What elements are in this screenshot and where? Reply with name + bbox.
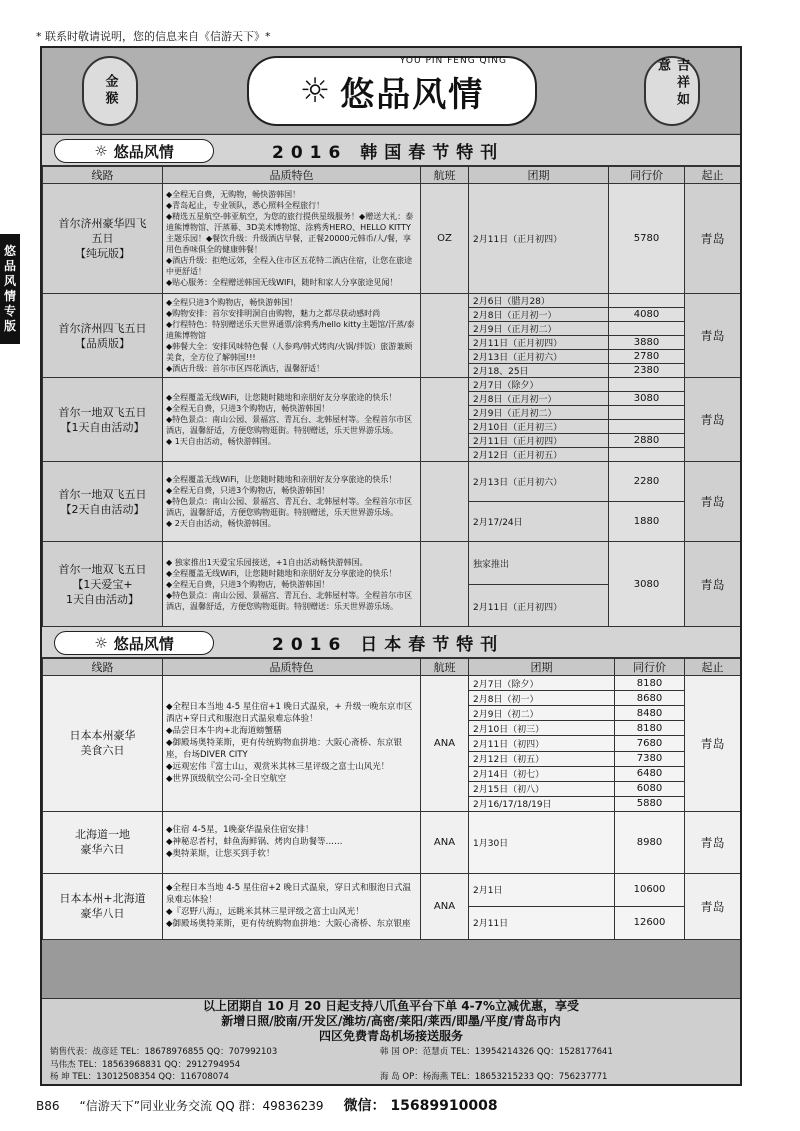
table-row — [43, 294, 741, 308]
route-name: 首尔济州四飞五日 【品质版】 — [43, 294, 163, 378]
trade-price: 2880 — [609, 434, 685, 448]
tour-date: 1月30日 — [469, 811, 615, 873]
deco-right: 吉祥如意 — [644, 56, 700, 126]
bottom-bar — [36, 1095, 498, 1115]
trade-price: 6080 — [615, 781, 685, 796]
column-header: 线路 — [43, 659, 163, 676]
route-name: 日本本州豪华 美食六日 — [43, 676, 163, 812]
trade-price: 5880 — [615, 796, 685, 811]
trade-price — [609, 294, 685, 308]
table-row — [43, 378, 741, 392]
flight-code — [421, 294, 469, 378]
tour-date: 独家推出 — [469, 542, 609, 585]
route-name: 北海道一地 豪华六日 — [43, 811, 163, 873]
tour-date: 2月16/17/18/19日 — [469, 796, 615, 811]
contact-left: 杨 坤 TEL：13012508354 QQ：116708074 — [50, 1072, 229, 1082]
tour-date: 2月11日（正月初四） — [469, 184, 609, 294]
tour-date: 2月9日（初二） — [469, 706, 615, 721]
side-tab — [0, 234, 20, 344]
japan-title: 2016 日本春节特刊 — [272, 634, 505, 655]
column-header: 团期 — [469, 167, 609, 184]
trade-price: 1880 — [609, 502, 685, 542]
japan-table — [42, 658, 741, 940]
korea-section — [42, 134, 740, 628]
promo-line-1: 以上团期自 10 月 20 日起支持八爪鱼平台下单 4-7%立减优惠，享受 — [203, 999, 579, 1013]
column-header: 品质特色 — [163, 659, 421, 676]
side-tab-char: 情 — [3, 289, 16, 303]
side-tab-char: 品 — [3, 259, 16, 273]
page-number: B86 — [36, 1099, 60, 1113]
tour-date: 2月14日（初七） — [469, 766, 615, 781]
side-tab-char: 版 — [3, 319, 16, 333]
trade-price — [609, 378, 685, 392]
route-name: 首尔一地双飞五日 【1天爱宝+ 1天自由活动】 — [43, 542, 163, 628]
header — [42, 48, 740, 133]
route-features: ◆住宿 4-5星，1晚豪华温泉住宿安排！ ◆神秘忍者村，蚌鱼海鲜锅、烤肉自助餐等…… ◆奥特莱斯，让您买到手软！ — [163, 811, 421, 873]
trade-price — [609, 420, 685, 434]
promo-line-3: 四区免费青岛机场接送服务 — [318, 1029, 463, 1043]
trade-price: 2780 — [609, 350, 685, 364]
route-name: 首尔济州豪华四飞 五日 【纯玩版】 — [43, 184, 163, 294]
trade-price: 8480 — [615, 706, 685, 721]
korea-table — [42, 166, 741, 628]
trade-price: 3880 — [609, 336, 685, 350]
trade-price — [609, 322, 685, 336]
wechat: 微信： 15689910008 — [343, 1098, 498, 1114]
logo-en: YOU PIN FENG QING — [399, 56, 507, 66]
tour-date: 2月10日（正月初三） — [469, 420, 609, 434]
column-header: 航班 — [421, 659, 469, 676]
tour-date: 2月13日（正月初六） — [469, 350, 609, 364]
column-header: 团期 — [469, 659, 615, 676]
trade-price: 2380 — [609, 364, 685, 378]
banner-logo-text: 悠品风情 — [113, 142, 174, 161]
korea-title: 2016 韩国春节特刊 — [272, 142, 505, 163]
departure-city: 青岛 — [685, 294, 741, 378]
departure-city: 青岛 — [685, 811, 741, 873]
tour-date: 2月11日 — [469, 906, 615, 939]
japan-banner — [42, 626, 740, 658]
contact-row — [50, 1046, 732, 1059]
flight-code — [421, 542, 469, 628]
contact-right: 海 岛 OP：杨海燕 TEL：18653215233 QQ：756237771 — [380, 1072, 608, 1082]
contact-right — [380, 1084, 613, 1087]
flight-code: OZ — [421, 184, 469, 294]
flight-code — [421, 462, 469, 542]
trade-price: 3080 — [609, 392, 685, 406]
route-features: ◆全程无自费，无购物，畅快游韩国！ ◆青岛起止，专业领队，悉心照料全程旅行！ ◆精选五星航空-韩亚航空，为您的旅行提供星级服务！◆赠送大礼：泰迪熊博物馆、汗蒸幕、3D美术博物馆、涂鸦秀HERO、HELLO KITTY主题乐园！◆餐饮升级：升级酒店早餐，正餐20000元韩币/人/餐，享用色香味俱全的健康韩餐！ ◆酒店升级：拒绝远郊，全程入住市区五花特二酒店住宿，让您在旅途中更舒适！ ◆贴心服务：全程赠送韩国无线WIFI，随时和家人分享旅途见闻！ — [163, 184, 421, 294]
top-note: * 联系时敬请说明，您的信息来自《信游天下》* — [36, 30, 271, 43]
japan-section — [42, 626, 740, 940]
contact-left — [50, 1084, 380, 1087]
departure-city: 青岛 — [685, 542, 741, 628]
tour-date: 2月13日（正月初六） — [469, 462, 609, 502]
flight-code: ANA — [421, 873, 469, 939]
tour-date: 2月8日（正月初一） — [469, 392, 609, 406]
trade-price: 3080 — [609, 542, 685, 628]
side-tab-char: 风 — [3, 274, 16, 288]
table-row — [43, 184, 741, 294]
route-features: ◆全程日本当地 4-5 星住宿+2 晚日式温泉，穿日式和服泡日式温泉难忘体验！ ◆『忍野八海』，远眺米其林三星评级之富士山风光！ ◆御殿场奥特莱斯，更有传统购物血拼地：大阪心斋桥、东京银座 — [163, 873, 421, 939]
table-row — [43, 811, 741, 873]
tour-date: 2月8日（正月初一） — [469, 308, 609, 322]
departure-city: 青岛 — [685, 462, 741, 542]
table-row — [43, 542, 741, 585]
route-features: ◆全程日本当地 4-5 星住宿+1 晚日式温泉，+ 升级一晚东京市区酒店+穿日式和服泡日式温泉难忘体验！ ◆品尝日本牛肉+北海道螃蟹膳 ◆御殿场奥特莱斯，更有传统购物血拼地：大阪心斋桥、东京银座，台场DIVER CITY ◆远观宏伟『富士山』，观赏米其林三星评级之富士山风光！ ◆世界顶级航空公司-全日空航空 — [163, 676, 421, 812]
deco-left: 金猴 — [82, 56, 138, 126]
tour-date: 2月15日（初八） — [469, 781, 615, 796]
tour-date: 2月11日（正月初四） — [469, 336, 609, 350]
route-features: ◆全程覆盖无线WiFi，让您随时随地和亲朋好友分享旅途的快乐！ ◆全程无自费，只进3个购物店，畅快游韩国！ ◆特色景点：南山公园、景福宫、青瓦台、北韩屋村等。全程首尔市区酒店，温馨舒适，方便您购物逛街。特别赠送，乐天世界游乐场。 ◆ 2天自由活动，畅快游韩国。 — [163, 462, 421, 542]
table-row — [43, 676, 741, 691]
departure-city: 青岛 — [685, 676, 741, 812]
trade-price: 2280 — [609, 462, 685, 502]
trade-price: 8180 — [615, 676, 685, 691]
banner-logo — [54, 139, 214, 163]
departure-city: 青岛 — [685, 184, 741, 294]
tour-date: 2月18、25日 — [469, 364, 609, 378]
contact-row — [50, 1084, 732, 1087]
trade-price: 8180 — [615, 721, 685, 736]
route-name: 首尔一地双飞五日 【1天自由活动】 — [43, 378, 163, 462]
trade-price: 7380 — [615, 751, 685, 766]
column-header: 同行价 — [609, 167, 685, 184]
column-header: 起止 — [685, 659, 741, 676]
flight-code — [421, 378, 469, 462]
departure-city: 青岛 — [685, 873, 741, 939]
contact-list — [42, 1044, 740, 1086]
tour-date: 2月8日（初一） — [469, 691, 615, 706]
tour-date: 2月7日（除夕） — [469, 378, 609, 392]
contact-row — [50, 1059, 732, 1072]
side-tab-char: 悠 — [3, 244, 16, 258]
departure-city: 青岛 — [685, 378, 741, 462]
trade-price — [609, 406, 685, 420]
tour-date: 2月9日（正月初二） — [469, 406, 609, 420]
column-header: 航班 — [421, 167, 469, 184]
tour-date: 2月17/24日 — [469, 502, 609, 542]
contact-left: 销售代表：战彦廷 TEL：18678976855 QQ：707992103 — [50, 1047, 278, 1057]
qq-group: “信游天下”同业业务交流 QQ 群：49836239 — [79, 1099, 324, 1113]
trade-price: 8980 — [615, 811, 685, 873]
column-header: 品质特色 — [163, 167, 421, 184]
trade-price: 12600 — [615, 906, 685, 939]
banner-logo — [54, 631, 214, 655]
side-tab-char: 专 — [3, 304, 16, 318]
tour-date: 2月10日（初三） — [469, 721, 615, 736]
korea-banner — [42, 134, 740, 166]
column-header: 线路 — [43, 167, 163, 184]
tour-date: 2月12日（正月初五） — [469, 448, 609, 462]
table-row — [43, 462, 741, 502]
sun-icon: ☼ — [94, 142, 108, 160]
tour-date: 2月11日（正月初四） — [469, 434, 609, 448]
table-row — [43, 873, 741, 906]
trade-price — [609, 448, 685, 462]
contact-right: 韩 国 OP：范慧贞 TEL：13954214326 QQ：1528177641 — [380, 1047, 613, 1057]
tour-date: 2月12日（初五） — [469, 751, 615, 766]
route-name: 首尔一地双飞五日 【2天自由活动】 — [43, 462, 163, 542]
promo-line-2: 新增日照/胶南/开发区/潍坊/高密/莱阳/莱西/即墨/平度/青岛市内 — [221, 1014, 561, 1028]
trade-price: 8680 — [615, 691, 685, 706]
flight-code: ANA — [421, 676, 469, 812]
tour-date: 2月9日（正月初二） — [469, 322, 609, 336]
sun-icon: ☼ — [299, 71, 331, 111]
main-logo — [247, 56, 537, 126]
route-name: 日本本州+北海道 豪华八日 — [43, 873, 163, 939]
trade-price: 10600 — [615, 873, 685, 906]
trade-price: 5780 — [609, 184, 685, 294]
route-features: ◆ 独家推出1天爱宝乐园接送，+1自由活动畅快游韩国。 ◆全程覆盖无线WiFi，让您随时随地和亲朋好友分享旅途的快乐！ ◆全程无自费，只进3个购物店，畅快游韩国！ ◆特色景点：南山公园、景福宫、青瓦台、北韩屋村等。全程首尔市区酒店，温馨舒适，方便您购物逛街。特别赠送：乐天世界游乐场。 — [163, 542, 421, 628]
flight-code: ANA — [421, 811, 469, 873]
footer — [42, 998, 740, 1086]
tour-date: 2月11日（初四） — [469, 736, 615, 751]
banner-logo-text: 悠品风情 — [113, 634, 174, 653]
trade-price: 6480 — [615, 766, 685, 781]
logo-text: 悠品风情 — [340, 74, 485, 115]
ad-frame — [40, 46, 742, 1086]
trade-price: 4080 — [609, 308, 685, 322]
contact-row — [50, 1071, 732, 1084]
route-features: ◆全程覆盖无线WiFi，让您随时随地和亲朋好友分享旅途的快乐！ ◆全程无自费，只进3个购物店，畅快游韩国！ ◆特色景点：南山公园、景福宫、青瓦台、北韩屋村等。全程首尔市区酒店，温馨舒适，方便您购物逛街。特别赠送，乐天世界游乐场。 ◆ 1天自由活动，畅快游韩国。 — [163, 378, 421, 462]
column-header: 起止 — [685, 167, 741, 184]
table-header-row — [43, 659, 741, 676]
trade-price: 7680 — [615, 736, 685, 751]
table-header-row — [43, 167, 741, 184]
tour-date: 2月7日（除夕） — [469, 676, 615, 691]
route-features: ◆全程只进3个购物店，畅快游韩国！ ◆购物安排：首尔安排明洞自由购物，魅力之都尽获动感时尚 ◆行程特色：特别赠送乐天世界通票/涂鸦秀/hello kitty主题馆/汗蒸/泰迪熊博物馆 ◆韩餐大全：安排风味特色餐（人参鸡/韩式烤肉/火锅/拌饭）旅游兼顾美食，全方位了解韩国!!! ◆酒店升级：首尔市区四花酒店，温馨舒适！ — [163, 294, 421, 378]
tour-date: 2月6日（腊月28） — [469, 294, 609, 308]
column-header: 同行价 — [615, 659, 685, 676]
tour-date: 2月11日（正月初四） — [469, 585, 609, 628]
tour-date: 2月1日 — [469, 873, 615, 906]
contact-left: 马伟杰 TEL：18563968831 QQ：2912794954 — [50, 1059, 241, 1070]
sun-icon: ☼ — [94, 634, 108, 652]
